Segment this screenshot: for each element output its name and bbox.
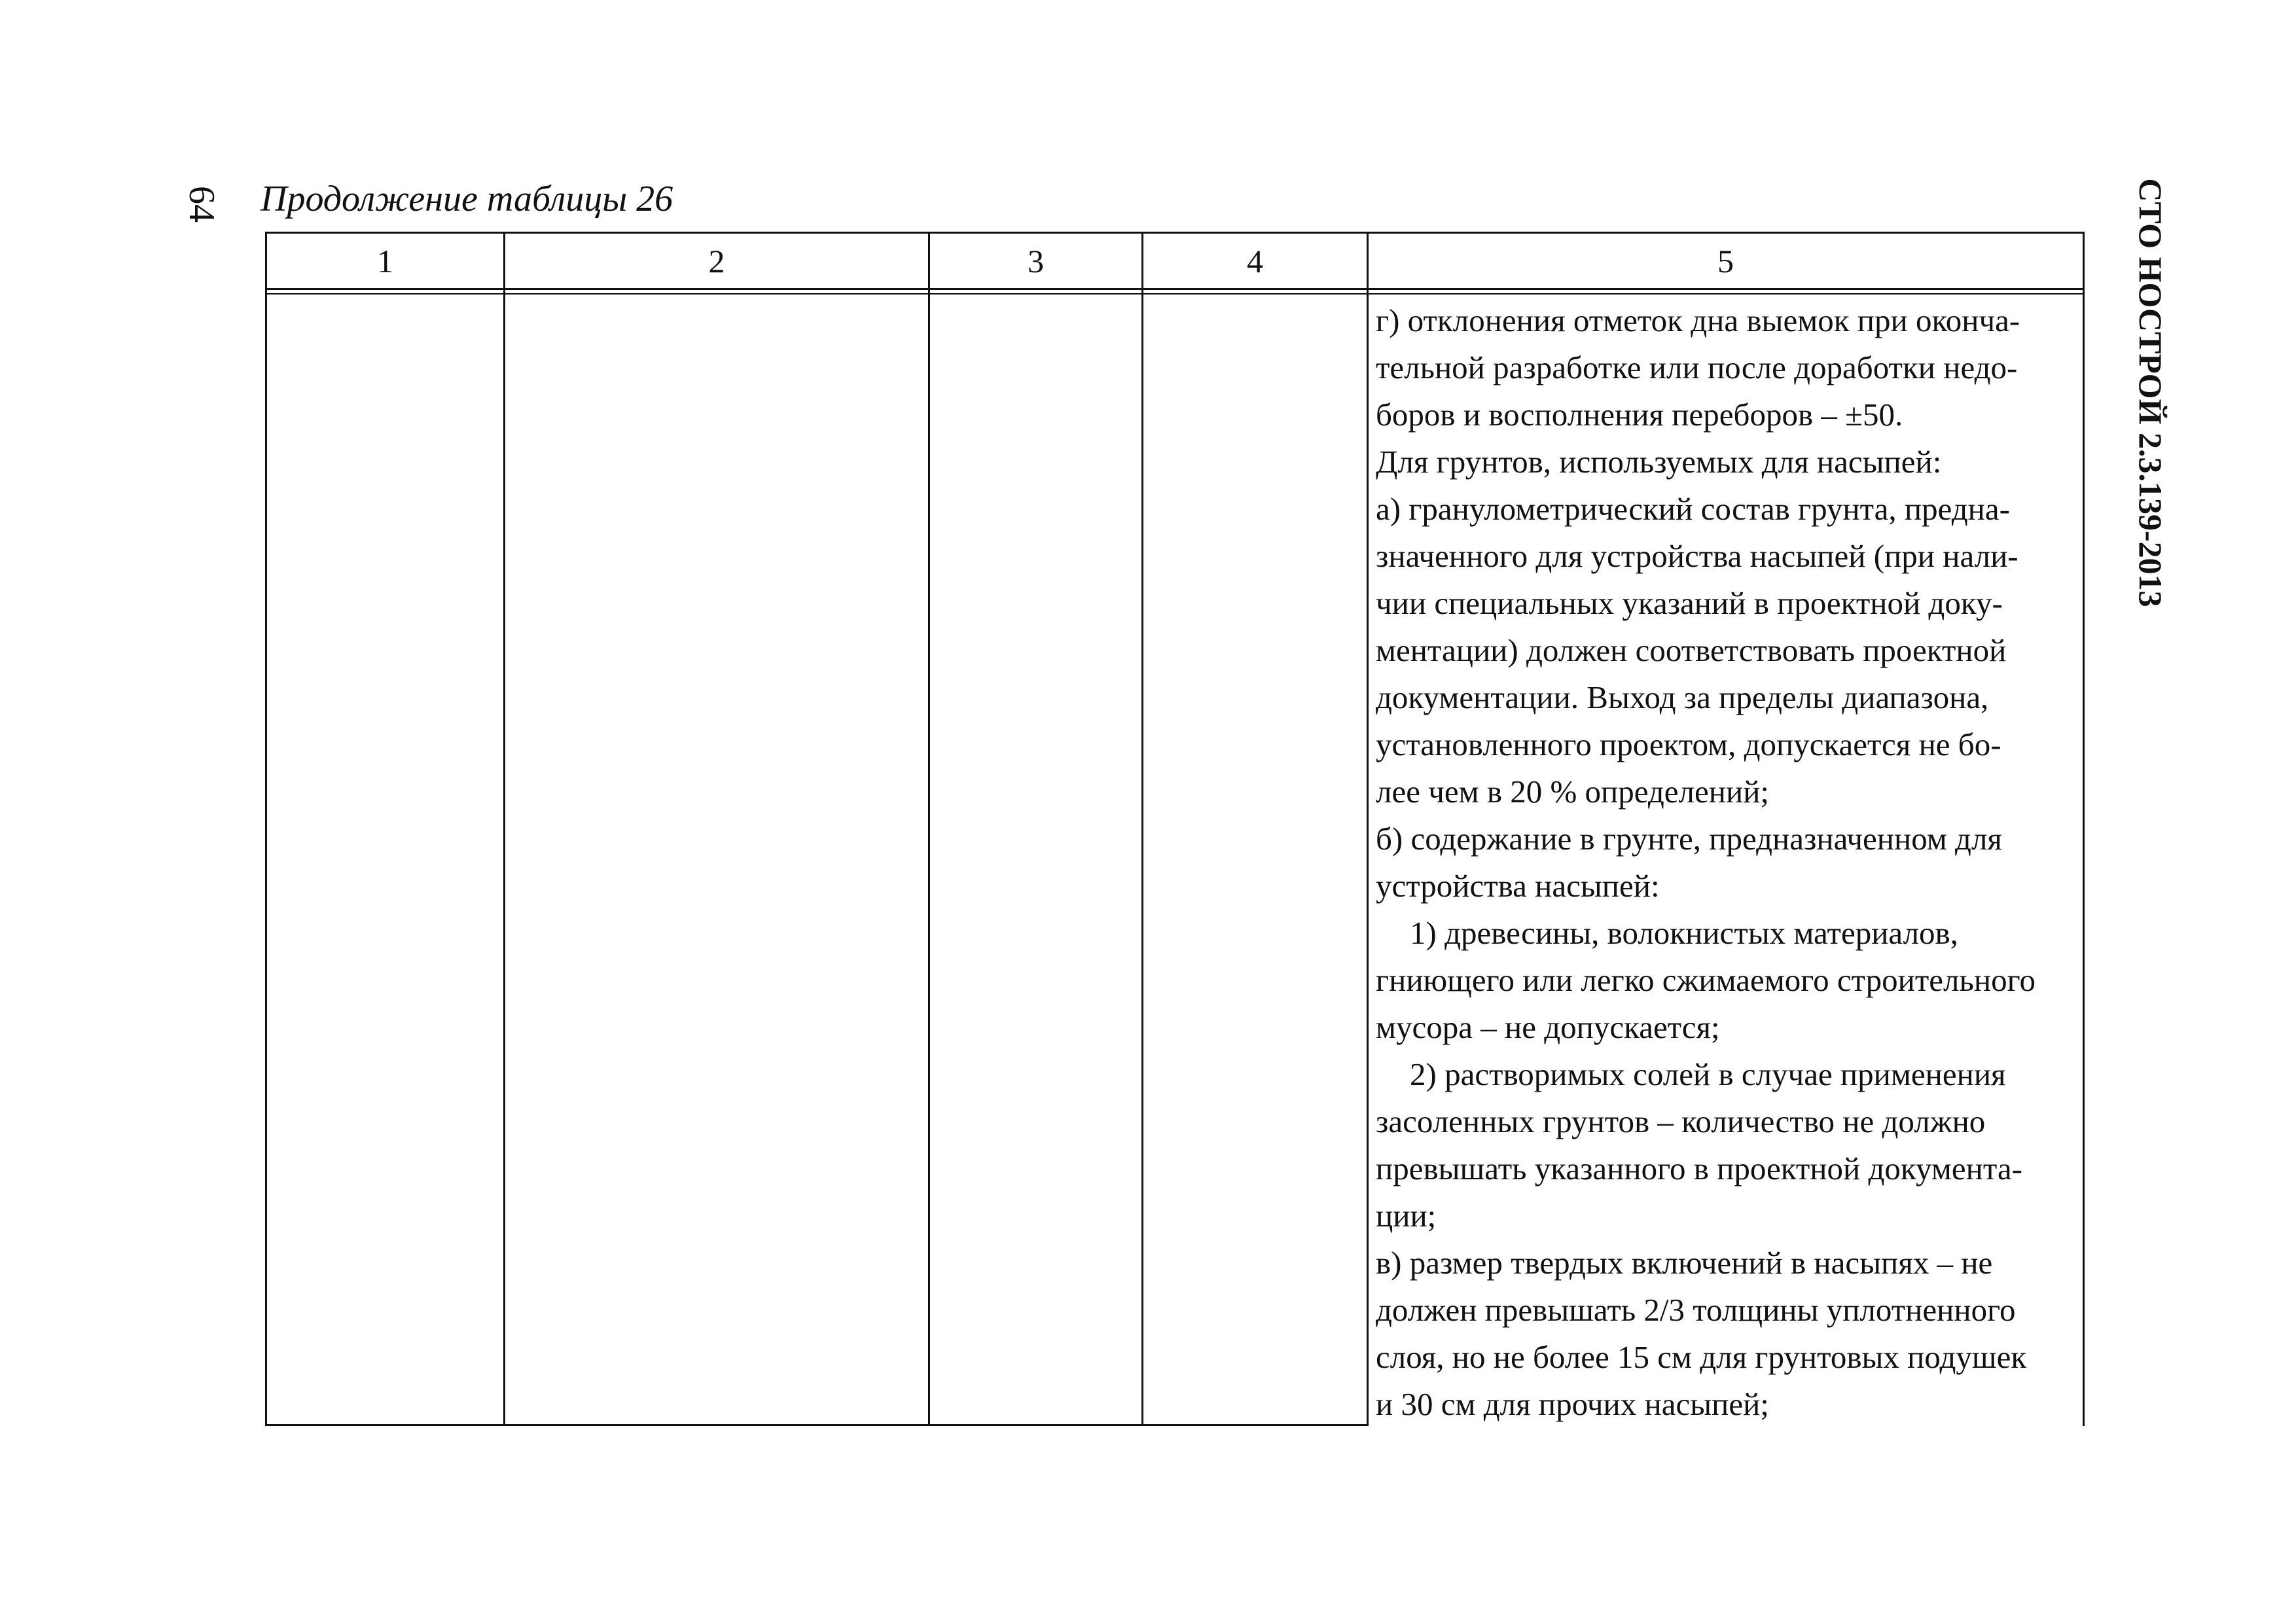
column-border-3-4 <box>1141 232 1143 1426</box>
column-border-1-2 <box>503 232 505 1426</box>
header-col-3: 3 <box>1028 243 1044 279</box>
header-col-4: 4 <box>1247 243 1263 279</box>
header-double-rule <box>265 293 2085 294</box>
column-border-right <box>2083 232 2085 1426</box>
text-line: мусора – не допускается; <box>1376 1009 1720 1045</box>
table-caption: Продолжение таблицы 26 <box>260 179 673 219</box>
document-code-text: СТО НОСТРОЙ 2.3.139-2013 <box>2132 178 2169 607</box>
text-line: должен превышать 2/3 толщины уплотненного <box>1376 1292 2016 1328</box>
text-line: гниющего или легко сжимаемого строительного <box>1376 962 2036 998</box>
text-line: лее чем в 20 % определений; <box>1376 774 1770 810</box>
text-line: в) размер твердых включений в насыпях – не <box>1376 1245 1993 1281</box>
column-border-left <box>265 232 267 1426</box>
column-border-2-3 <box>928 232 930 1426</box>
text-line: значенного для устройства насыпей (при нали- <box>1376 538 2018 574</box>
text-line: документации. Выход за пределы диапазона, <box>1376 679 1989 715</box>
text-line: ментации) должен соответствовать проектной <box>1376 632 2007 668</box>
text-line: устройства насыпей: <box>1376 868 1660 904</box>
text-line: установленного проектом, допускается не бо- <box>1376 726 2001 762</box>
column-5-text <box>1376 297 2076 1428</box>
column-border-4-5 <box>1367 232 1369 1426</box>
table-bottom-border <box>265 1424 1368 1426</box>
text-line: Для грунтов, используемых для насыпей: <box>1376 444 1942 480</box>
text-line: чии специальных указаний в проектной доку- <box>1376 585 2003 621</box>
text-line: тельной разработке или после доработки недо- <box>1376 349 2018 385</box>
text-line: ции; <box>1376 1198 1437 1234</box>
text-line: и 30 см для прочих насыпей; <box>1376 1386 1769 1422</box>
text-line: слоя, но не более 15 см для грунтовых подушек <box>1376 1339 2027 1375</box>
text-line: засоленных грунтов – количество не должно <box>1376 1103 1986 1139</box>
header-col-5: 5 <box>1717 243 1734 279</box>
page-number-text: 64 <box>181 186 222 223</box>
text-line: а) гранулометрический состав грунта, предна- <box>1376 491 2010 527</box>
text-line: превышать указанного в проектной документа- <box>1376 1150 2022 1186</box>
header-col-1: 1 <box>377 243 393 279</box>
text-line: 1) древесины, волокнистых материалов, <box>1410 915 1958 951</box>
text-line: боров и восполнения переборов – ±50. <box>1376 397 1903 433</box>
header-col-2: 2 <box>708 243 725 279</box>
text-line: б) содержание в грунте, предназначенном для <box>1376 821 2002 857</box>
text-line: г) отклонения отметок дна выемок при оконча- <box>1376 302 2020 338</box>
text-line: 2) растворимых солей в случае применения <box>1410 1056 2006 1092</box>
